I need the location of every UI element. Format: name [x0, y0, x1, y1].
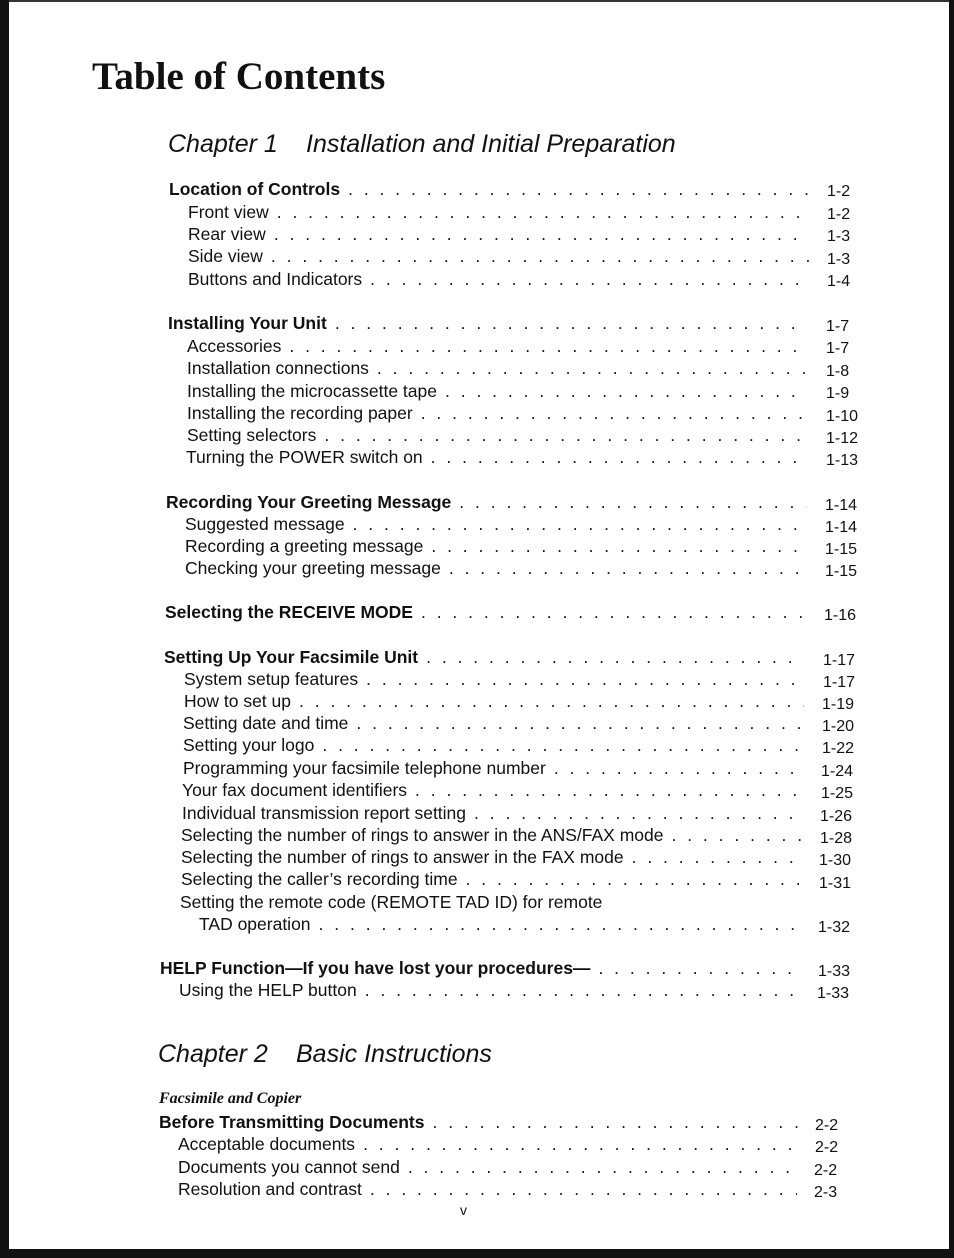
toc-entry[interactable] — [188, 268, 809, 290]
toc-entry-title: Suggested message — [185, 514, 345, 534]
toc-entry-remote-code-line1[interactable]: Setting the remote code (REMOTE TAD ID) for remote — [180, 892, 603, 912]
toc-page-number: 1-19 — [822, 696, 855, 713]
toc-section-location-of-controls[interactable] — [169, 178, 809, 200]
toc-page-number: 1-32 — [818, 919, 851, 936]
toc-page-number: 1-9 — [826, 385, 850, 402]
toc-entry[interactable] — [178, 1178, 797, 1200]
toc-entry-title: Using the HELP button — [179, 980, 357, 1000]
chapter-number: Chapter 1 — [168, 130, 278, 158]
toc-page-number: 1-3 — [827, 228, 851, 245]
toc-entry[interactable] — [183, 757, 803, 779]
toc-page-number: 1-22 — [822, 740, 855, 757]
toc-entry-title: Recording a greeting message — [185, 536, 424, 556]
leader-dots — [432, 1111, 799, 1133]
toc-page-number: 1-14 — [825, 519, 858, 536]
toc-entry-title: TAD operation — [199, 914, 311, 934]
toc-entry-title: Accessories — [187, 336, 282, 356]
leader-dots — [415, 779, 803, 801]
toc-entry-title: Your fax document identifiers — [182, 780, 408, 800]
toc-entry-title: Installation connections — [187, 358, 369, 378]
toc-entry[interactable] — [178, 1156, 797, 1178]
leader-dots — [324, 424, 808, 446]
toc-entry-title: Side view — [188, 246, 263, 266]
leader-dots — [277, 201, 809, 223]
toc-section-title: Selecting the RECEIVE MODE — [165, 602, 413, 622]
toc-page-number: 1-33 — [817, 985, 850, 1002]
toc-entry[interactable] — [183, 734, 803, 756]
page-number-footer: v — [460, 1202, 467, 1218]
toc-page-number: 1-33 — [818, 963, 851, 980]
leader-dots — [348, 178, 809, 200]
toc-page-number: 1-2 — [827, 183, 851, 200]
leader-dots — [319, 913, 800, 935]
toc-page-number: 1-3 — [827, 251, 851, 268]
leader-dots — [335, 312, 808, 334]
toc-page-number: 2-2 — [815, 1139, 839, 1156]
leader-dots — [322, 734, 803, 756]
toc-entry[interactable] — [185, 513, 807, 535]
page-title: Table of Contents — [92, 55, 386, 98]
toc-entry-title: Acceptable documents — [178, 1134, 356, 1154]
toc-entry[interactable] — [187, 335, 808, 357]
toc-page-number: 1-17 — [823, 674, 856, 691]
toc-page-number: 1-4 — [827, 273, 851, 290]
toc-entry[interactable] — [187, 402, 808, 424]
toc-page-number: 1-17 — [823, 652, 856, 669]
toc-page-number: 2-3 — [814, 1184, 838, 1201]
leader-dots — [370, 1178, 797, 1200]
toc-entry[interactable] — [185, 535, 807, 557]
toc-page-number: 1-15 — [825, 563, 858, 580]
toc-page-number: 1-16 — [824, 607, 857, 624]
leader-dots — [445, 380, 808, 402]
leader-dots — [554, 757, 803, 779]
chapter-title: Installation and Initial Preparation — [306, 130, 676, 158]
toc-entry[interactable] — [187, 380, 808, 402]
toc-page-number: 1-13 — [826, 452, 859, 469]
toc-entry[interactable] — [187, 424, 808, 446]
toc-page-number: 1-15 — [825, 541, 858, 558]
toc-entry[interactable] — [183, 712, 803, 734]
leader-dots — [274, 223, 809, 245]
toc-entry-title: Selecting the caller’s recording time — [181, 869, 458, 889]
toc-entry-title: Selecting the number of rings to answer in the FAX mode — [181, 847, 624, 867]
toc-page-number: 1-26 — [820, 808, 853, 825]
toc-page-number: 1-7 — [826, 340, 850, 357]
toc-section-title: Before Transmitting Documents — [159, 1112, 425, 1132]
leader-dots — [632, 846, 801, 868]
leader-dots — [426, 646, 805, 668]
leader-dots — [271, 245, 809, 267]
toc-page-number: 1-14 — [825, 497, 858, 514]
toc-page-number: 2-2 — [814, 1162, 838, 1179]
leader-dots — [431, 535, 807, 557]
toc-entry-title: Documents you cannot send — [178, 1157, 400, 1177]
toc-entry[interactable] — [188, 245, 809, 267]
leader-dots — [299, 690, 804, 712]
toc-page-number: 1-31 — [819, 875, 852, 892]
leader-dots — [449, 557, 807, 579]
leader-dots — [421, 601, 806, 623]
toc-section-title: Setting Up Your Facsimile Unit — [164, 647, 419, 667]
toc-entry-title: Turning the POWER switch on — [186, 447, 423, 467]
leader-dots — [289, 335, 808, 357]
toc-page-number: 1-25 — [821, 785, 854, 802]
leader-dots — [421, 402, 808, 424]
leader-dots — [671, 824, 802, 846]
toc-section-title: HELP Function—If you have lost your procedures— — [160, 958, 591, 978]
toc-section-receive-mode[interactable] — [165, 601, 806, 623]
toc-entry[interactable] — [188, 201, 809, 223]
toc-entry[interactable] — [187, 357, 808, 379]
section-subhead: Facsimile and Copier — [159, 1090, 302, 1107]
toc-entry[interactable] — [182, 779, 803, 801]
leader-dots — [474, 802, 802, 824]
toc-page-number: 1-28 — [820, 830, 853, 847]
toc-entry-title: Front view — [188, 202, 269, 222]
toc-section-help-function[interactable] — [160, 957, 800, 979]
toc-entry-title: Rear view — [188, 224, 266, 244]
toc-entry[interactable] — [182, 802, 802, 824]
leader-dots — [408, 1156, 797, 1178]
toc-entry-title: Buttons and Indicators — [188, 269, 363, 289]
toc-page-number: 1-10 — [826, 408, 859, 425]
toc-entry-title: Individual transmission report setting — [182, 803, 467, 823]
leader-dots — [598, 957, 800, 979]
leader-dots — [377, 357, 808, 379]
toc-section-title: Recording Your Greeting Message — [166, 492, 452, 512]
toc-entry-title: Setting date and time — [183, 713, 349, 733]
leader-dots — [353, 513, 807, 535]
toc-entry[interactable] — [188, 223, 809, 245]
toc-section-recording-greeting[interactable] — [166, 491, 807, 513]
toc-entry-title: System setup features — [184, 669, 359, 689]
leader-dots — [370, 268, 809, 290]
toc-page-number: 1-20 — [822, 718, 855, 735]
toc-entry[interactable] — [179, 979, 799, 1001]
toc-entry[interactable] — [185, 557, 807, 579]
toc-entry[interactable] — [181, 846, 801, 868]
toc-page-number: 1-8 — [826, 363, 850, 380]
toc-entry[interactable] — [181, 824, 802, 846]
leader-dots — [459, 491, 807, 513]
toc-entry[interactable] — [186, 446, 808, 468]
toc-entry-title: Selecting the number of rings to answer in the ANS/FAX mode — [181, 825, 664, 845]
toc-section-installing-your-unit[interactable] — [168, 312, 808, 334]
leader-dots — [466, 868, 801, 890]
toc-entry[interactable] — [178, 1133, 798, 1155]
leader-dots — [365, 979, 799, 1001]
toc-section-setting-up-fax[interactable] — [164, 646, 805, 668]
toc-entry-remote-code-line2[interactable] — [199, 913, 800, 935]
chapter-1-heading — [168, 130, 676, 159]
chapter-title: Basic Instructions — [296, 1040, 492, 1068]
toc-entry-title: Installing the microcassette tape — [187, 381, 437, 401]
toc-page-number: 1-12 — [826, 430, 859, 447]
toc-entry-title: Setting selectors — [187, 425, 317, 445]
toc-page-number: 1-24 — [821, 763, 854, 780]
toc-section-title: Location of Controls — [169, 179, 341, 199]
toc-section-before-transmitting[interactable] — [159, 1111, 799, 1133]
toc-entry-title: Resolution and contrast — [178, 1179, 362, 1199]
toc-page-number: 1-2 — [827, 206, 851, 223]
chapter-number: Chapter 2 — [158, 1040, 268, 1068]
toc-section-title: Installing Your Unit — [168, 313, 327, 333]
toc-entry[interactable] — [181, 868, 801, 890]
toc-entry-title: Setting your logo — [183, 735, 315, 755]
toc-page-number: 1-7 — [826, 318, 850, 335]
toc-entry[interactable] — [184, 668, 804, 690]
toc-page-number: 1-30 — [819, 852, 852, 869]
toc-entry-title: How to set up — [184, 691, 291, 711]
leader-dots — [366, 668, 804, 690]
toc-page-number: 2-2 — [815, 1117, 839, 1134]
toc-entry-title: Installing the recording paper — [187, 403, 413, 423]
chapter-2-heading — [158, 1040, 492, 1069]
toc-entry-title: Programming your facsimile telephone number — [183, 758, 546, 778]
toc-entry[interactable] — [184, 690, 804, 712]
leader-dots — [431, 446, 808, 468]
leader-dots — [356, 712, 803, 734]
leader-dots — [363, 1133, 798, 1155]
toc-entry-title: Checking your greeting message — [185, 558, 441, 578]
